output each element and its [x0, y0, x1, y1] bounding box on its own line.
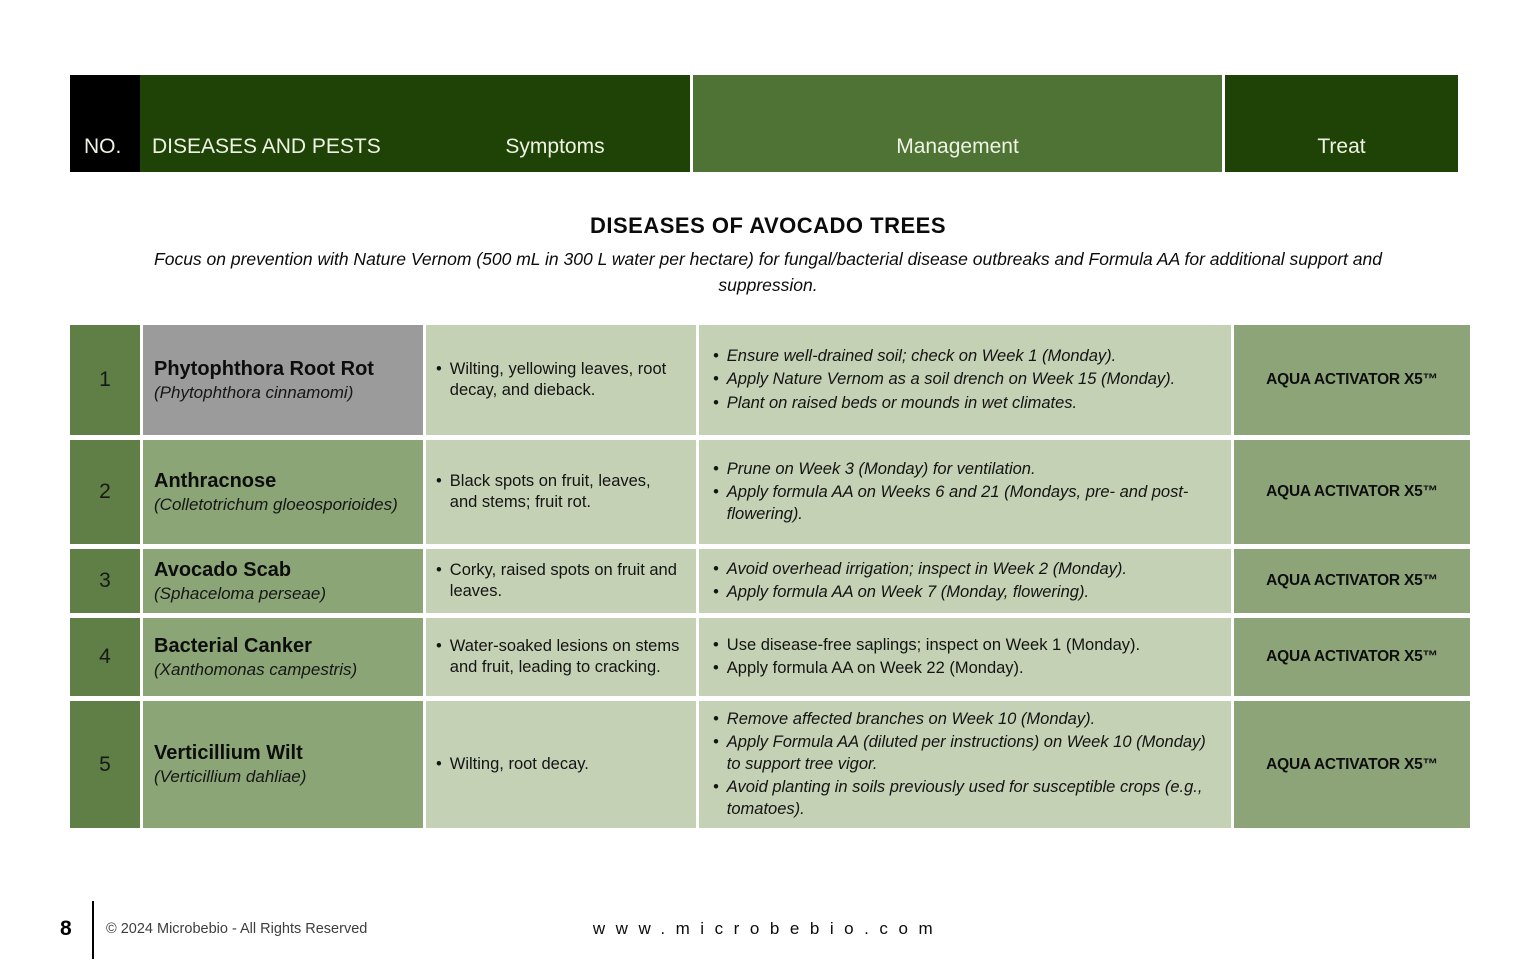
- column-header-diseases-label: DISEASES AND PESTS: [152, 135, 381, 158]
- symptoms-cell: [426, 618, 696, 696]
- disease-name-cell: [143, 701, 423, 828]
- symptoms-cell: [426, 440, 696, 544]
- disease-latin-name: (Verticillium dahliae): [154, 767, 307, 787]
- management-cell: [699, 549, 1231, 613]
- page-number: 8: [60, 917, 72, 940]
- section-title: DISEASES OF AVOCADO TREES: [590, 213, 946, 238]
- symptom-item: • Wilting, yellowing leaves, root decay, and dieback.: [436, 359, 682, 402]
- disease-latin-name: (Sphaceloma perseae): [154, 583, 326, 603]
- column-header-treat: [1222, 75, 1458, 172]
- treat-cell: [1234, 325, 1470, 435]
- management-item: • Apply formula AA on Weeks 6 and 21 (Mondays, pre- and post-flowering).: [713, 482, 1213, 525]
- management-item: • Apply formula AA on Week 7 (Monday, flowering).: [713, 582, 1213, 603]
- management-cell: [699, 325, 1231, 435]
- management-item: • Apply Formula AA (diluted per instructions) on Week 10 (Monday) to support tree vigor.: [713, 732, 1213, 775]
- disease-name: Anthracnose: [154, 469, 277, 492]
- disease-name: Phytophthora Root Rot: [154, 357, 374, 380]
- disease-latin-name: (Xanthomonas campestris): [154, 659, 358, 679]
- row-number: 1: [70, 325, 140, 435]
- disease-latin-name: (Colletotrichum gloeosporioides): [154, 494, 398, 514]
- disease-name: Bacterial Canker: [154, 634, 312, 657]
- treat-product: AQUA ACTIVATOR X5™: [1266, 371, 1438, 388]
- management-item: • Apply formula AA on Week 22 (Monday).: [713, 658, 1213, 679]
- management-item: • Remove affected branches on Week 10 (Monday).: [713, 709, 1213, 730]
- row-number: 2: [70, 440, 140, 544]
- symptoms-cell: [426, 325, 696, 435]
- treat-product: AQUA ACTIVATOR X5™: [1266, 755, 1438, 773]
- management-item: • Apply Nature Vernom as a soil drench on Week 15 (Monday).: [713, 369, 1213, 390]
- section-header: [0, 213, 1536, 299]
- section-subtitle: Focus on prevention with Nature Vernom (500 mL in 300 L water per hectare) for fungal/bacterial disease outbreaks and Formula AA for additional support and suppression.: [154, 249, 1382, 296]
- treat-cell: [1234, 618, 1470, 696]
- disease-name-cell: [143, 325, 423, 435]
- table-header-bar: [70, 75, 1458, 172]
- column-header-management-label: Management: [896, 135, 1019, 158]
- management-cell: [699, 440, 1231, 544]
- management-item: • Avoid overhead irrigation; inspect in Week 2 (Monday).: [713, 559, 1213, 580]
- symptoms-cell: [426, 549, 696, 613]
- copyright-text: © 2024 Microbebio - All Rights Reserved: [106, 921, 368, 937]
- management-item: • Use disease-free saplings; inspect on Week 1 (Monday).: [713, 635, 1213, 656]
- disease-name: Avocado Scab: [154, 558, 292, 581]
- disease-name-cell: [143, 618, 423, 696]
- treat-product: AQUA ACTIVATOR X5™: [1266, 648, 1438, 665]
- disease-name-cell: [143, 440, 423, 544]
- row-number: 4: [70, 618, 140, 696]
- column-header-symptoms-label: Symptoms: [505, 135, 605, 158]
- column-header-management: [690, 75, 1222, 172]
- row-number: 3: [70, 549, 140, 613]
- website-url: www.microbebio.com: [592, 919, 944, 938]
- column-header-no: [70, 75, 140, 172]
- treat-cell: [1234, 701, 1470, 828]
- management-cell: [699, 618, 1231, 696]
- symptom-item: • Water-soaked lesions on stems and fruit, leading to cracking.: [436, 636, 682, 679]
- page-footer: [0, 897, 1536, 967]
- management-item: • Prune on Week 3 (Monday) for ventilation.: [713, 459, 1213, 480]
- symptoms-cell: [426, 701, 696, 828]
- management-item: • Avoid planting in soils previously used for susceptible crops (e.g., tomatoes).: [713, 777, 1213, 820]
- column-header-no-label: NO.: [84, 135, 122, 158]
- management-cell: [699, 701, 1231, 828]
- treat-product: AQUA ACTIVATOR X5™: [1266, 572, 1438, 589]
- row-number: 5: [70, 701, 140, 828]
- symptom-item: • Wilting, root decay.: [436, 754, 682, 775]
- column-header-diseases-symptoms: [140, 75, 690, 172]
- disease-name: Verticillium Wilt: [154, 742, 303, 765]
- column-header-treat-label: Treat: [1317, 135, 1366, 158]
- disease-table: [70, 325, 1458, 828]
- treat-cell: [1234, 549, 1470, 613]
- disease-name-cell: [143, 549, 423, 613]
- disease-latin-name: (Phytophthora cinnamomi): [154, 382, 354, 402]
- management-item: • Plant on raised beds or mounds in wet climates.: [713, 393, 1213, 414]
- treat-product: AQUA ACTIVATOR X5™: [1266, 483, 1438, 500]
- symptom-item: • Black spots on fruit, leaves, and stems; fruit rot.: [436, 471, 682, 514]
- management-item: • Ensure well-drained soil; check on Week 1 (Monday).: [713, 346, 1213, 367]
- treat-cell: [1234, 440, 1470, 544]
- symptom-item: • Corky, raised spots on fruit and leaves.: [436, 560, 682, 603]
